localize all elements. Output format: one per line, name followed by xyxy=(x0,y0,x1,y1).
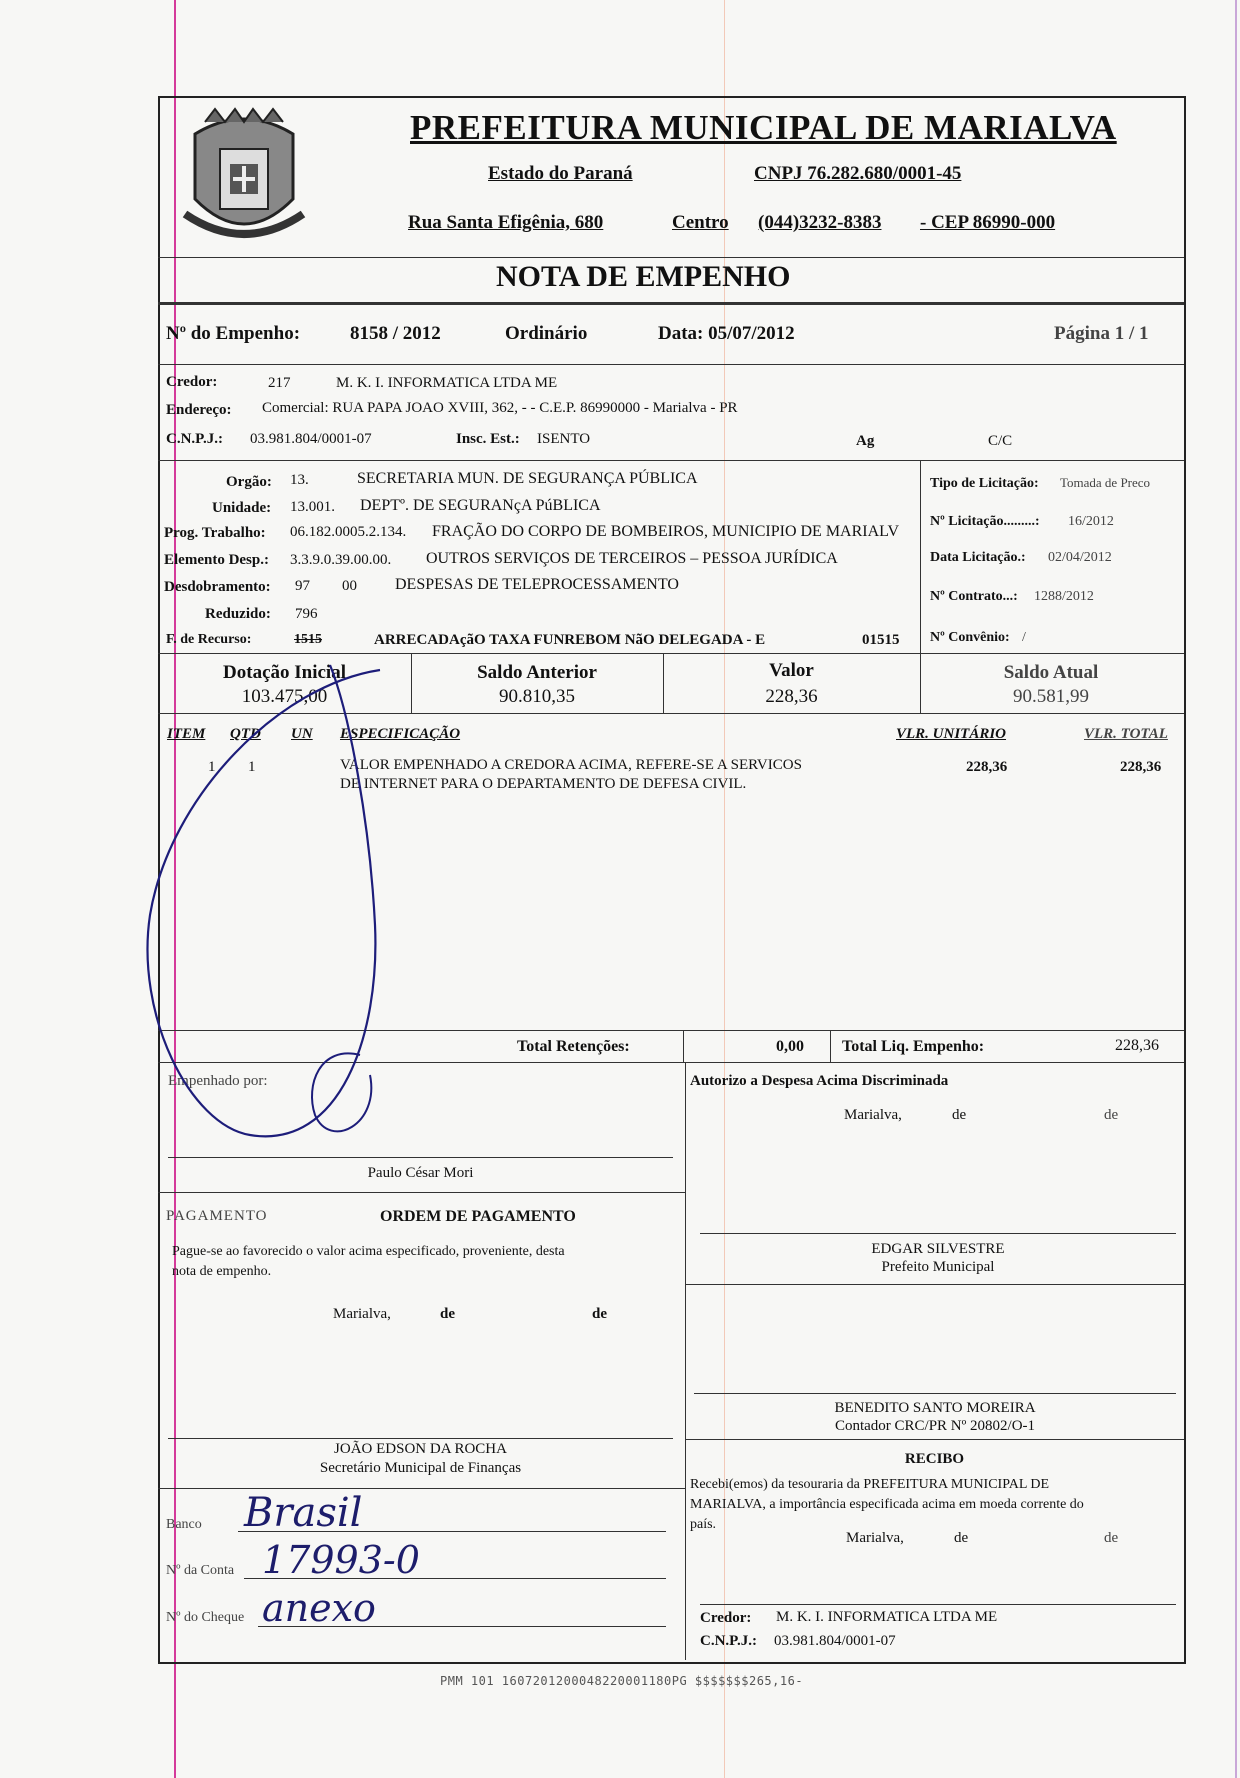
doc-title: NOTA DE EMPENHO xyxy=(496,260,791,293)
conta-label: Nº da Conta xyxy=(166,1563,235,1578)
endereco-value: Comercial: RUA PAPA JOAO XVIII, 362, - - C.E.P. 86990000 - Marialva - PR xyxy=(262,400,738,416)
unidade-value: DEPTº. DE SEGURANçA PúBLICA xyxy=(360,497,601,514)
recibo-cnpj-value: 03.981.804/0001-07 xyxy=(774,1633,896,1649)
insc-value: ISENTO xyxy=(537,431,591,447)
empenhado-name: Paulo César Mori xyxy=(367,1165,474,1181)
header-state: Estado do Paraná xyxy=(488,163,633,184)
header-address: Rua Santa Efigênia, 680 xyxy=(408,212,604,233)
desd-code: 97 xyxy=(295,578,310,594)
contrato-label: Nº Contrato...: xyxy=(930,589,1018,604)
desd-value: DESPESAS DE TELEPROCESSAMENTO xyxy=(395,576,679,593)
secretario-role: Secretário Municipal de Finanças xyxy=(319,1460,522,1476)
signature-line xyxy=(694,1393,1176,1394)
item-unit-value: 228,36 xyxy=(966,759,1008,775)
divider xyxy=(685,1284,1184,1285)
banco-handwritten: Brasil xyxy=(244,1490,363,1536)
cc-label: C/C xyxy=(988,433,1013,449)
fonte-code2: 01515 xyxy=(862,632,900,648)
divider xyxy=(158,653,1184,654)
header-district: Centro xyxy=(672,212,729,233)
header-phone: (044)3232-8383 xyxy=(758,212,882,233)
empenho-date: Data: 05/07/2012 xyxy=(658,323,795,344)
pagamento-de2: de xyxy=(592,1306,607,1322)
unidade-label: Unidade: xyxy=(212,500,272,516)
num-licitacao-value: 16/2012 xyxy=(1068,514,1114,529)
orgao-label: Orgão: xyxy=(226,474,272,490)
pagamento-label: PAGAMENTO xyxy=(166,1208,268,1224)
item-spec-line2: DE INTERNET PARA O DEPARTAMENTO DE DEFESA CIVIL. xyxy=(340,776,747,792)
fonte-value: ARRECADAçãO TAXA FUNREBOM NãO DELEGADA - E xyxy=(374,632,766,648)
unidade-code: 13.001. xyxy=(290,499,335,515)
pagamento-de1: de xyxy=(440,1306,455,1322)
divider xyxy=(920,460,921,653)
recibo-cnpj-label: C.N.P.J.: xyxy=(700,1633,757,1649)
recibo-de1: de xyxy=(954,1530,969,1546)
credor-name: M. K. I. INFORMATICA LTDA ME xyxy=(336,375,558,391)
convenio-value: / xyxy=(1022,630,1026,645)
divider xyxy=(158,1192,685,1193)
total-liq-label: Total Liq. Empenho: xyxy=(842,1038,985,1055)
num-licitacao-label: Nº Licitação.........: xyxy=(930,514,1040,529)
data-licitacao-label: Data Licitação.: xyxy=(930,550,1026,565)
fonte-code: 1515 xyxy=(294,632,322,647)
conta-line xyxy=(244,1578,666,1579)
saldo-atual-label: Saldo Atual xyxy=(1003,662,1099,683)
autorizo-de1: de xyxy=(952,1107,967,1123)
ag-label: Ag xyxy=(856,433,875,449)
empenho-page: Página 1 / 1 xyxy=(1054,323,1149,344)
desd-label: Desdobramento: xyxy=(164,579,271,595)
fonte-label: F. de Recurso: xyxy=(166,632,252,647)
elem-label: Elemento Desp.: xyxy=(164,552,269,568)
tipo-licitacao-value: Tomada de Preco xyxy=(1060,475,1151,490)
divider xyxy=(685,1062,686,1660)
recibo-de2: de xyxy=(1104,1530,1119,1546)
footer-code: PMM 101 1607201200048220001180PG $$$$$$$265,16- xyxy=(440,1674,804,1688)
col-item: ITEM xyxy=(167,726,206,742)
contrato-value: 1288/2012 xyxy=(1034,589,1094,604)
reduzido-value: 796 xyxy=(295,606,318,622)
endereco-label: Endereço: xyxy=(166,402,232,418)
col-especificacao: ESPECIFICAÇÃO xyxy=(340,726,461,742)
total-liq-value: 228,36 xyxy=(1115,1037,1159,1054)
divider xyxy=(158,1488,685,1489)
coat-of-arms-logo xyxy=(175,104,313,254)
prog-label: Prog. Trabalho: xyxy=(164,525,266,541)
dotacao-inicial-label: Dotação Inicial xyxy=(223,662,346,683)
saldo-anterior-label: Saldo Anterior xyxy=(477,662,597,683)
recibo-text-line3: país. xyxy=(690,1517,717,1532)
ordem-pagamento-title: ORDEM DE PAGAMENTO xyxy=(380,1208,576,1225)
recibo-text-line2: MARIALVA, a importância especificada acima em moeda corrente do xyxy=(690,1497,1084,1512)
contador-name: BENEDITO SANTO MOREIRA xyxy=(834,1400,1036,1416)
pagamento-text-line1: Pague-se ao favorecido o valor acima especificado, proveniente, desta xyxy=(172,1244,565,1259)
divider xyxy=(158,460,1184,461)
header-title: PREFEITURA MUNICIPAL DE MARIALVA xyxy=(410,108,1117,147)
contador-role: Contador CRC/PR Nº 20802/O-1 xyxy=(834,1418,1036,1434)
credor-code: 217 xyxy=(268,375,291,391)
item-spec-line1: VALOR EMPENHADO A CREDORA ACIMA, REFERE-SE A SERVICOS xyxy=(340,757,802,773)
empenho-label: Nº do Empenho: xyxy=(166,323,301,344)
saldo-anterior-value: 90.810,35 xyxy=(499,686,575,707)
signature-line xyxy=(168,1438,673,1439)
recibo-title: RECIBO xyxy=(904,1451,965,1467)
orgao-code: 13. xyxy=(290,472,309,488)
prog-value: FRAÇÃO DO CORPO DE BOMBEIROS, MUNICIPIO DE MARIALV xyxy=(432,523,900,540)
recibo-credor-label: Credor: xyxy=(700,1610,752,1626)
divider xyxy=(158,302,1184,305)
credor-cnpj: 03.981.804/0001-07 xyxy=(250,431,372,447)
header-cnpj: CNPJ 76.282.680/0001-45 xyxy=(754,163,962,184)
divider xyxy=(830,1030,831,1062)
conta-handwritten: 17993-0 xyxy=(262,1538,420,1582)
reduzido-label: Reduzido: xyxy=(205,606,271,622)
elem-value: OUTROS SERVIÇOS DE TERCEIROS – PESSOA JURÍDICA xyxy=(426,550,838,567)
pagamento-text-line2: nota de empenho. xyxy=(172,1264,272,1279)
header-cep: - CEP 86990-000 xyxy=(920,212,1056,233)
divider xyxy=(685,1439,1184,1440)
valor-value: 228,36 xyxy=(765,686,818,707)
margin-line-right xyxy=(1235,0,1237,1778)
col-qtd: QTD xyxy=(230,726,261,742)
saldo-atual-value: 90.581,99 xyxy=(1013,686,1089,707)
orgao-value: SECRETARIA MUN. DE SEGURANÇA PÚBLICA xyxy=(357,470,698,487)
handwritten-scribble xyxy=(130,655,510,1175)
credor-cnpj-label: C.N.P.J.: xyxy=(166,431,223,447)
item-qtd: 1 xyxy=(248,759,256,775)
col-vlr-total: VLR. TOTAL xyxy=(1084,726,1168,742)
total-retencoes-label: Total Retenções: xyxy=(517,1038,630,1055)
empenho-number: 8158 / 2012 xyxy=(350,323,441,344)
prefeito-name: EDGAR SILVESTRE xyxy=(871,1241,1005,1257)
cheque-handwritten: anexo xyxy=(262,1586,376,1630)
signature-line xyxy=(700,1604,1176,1605)
desd-code2: 00 xyxy=(342,578,357,594)
dotacao-inicial-value: 103.475,00 xyxy=(241,686,328,707)
tipo-licitacao-label: Tipo de Licitação: xyxy=(930,476,1039,491)
signature-line xyxy=(700,1233,1176,1234)
banco-line xyxy=(238,1531,666,1532)
autorizo-city: Marialva, xyxy=(844,1107,902,1123)
autorizo-de2: de xyxy=(1104,1107,1119,1123)
recibo-city: Marialva, xyxy=(846,1530,904,1546)
prefeito-role: Prefeito Municipal xyxy=(881,1259,995,1275)
divider xyxy=(683,1030,684,1062)
prog-code: 06.182.0005.2.134. xyxy=(290,524,407,540)
banco-label: Banco xyxy=(166,1517,202,1532)
recibo-text-line1: Recebi(emos) da tesouraria da PREFEITURA MUNICIPAL DE xyxy=(690,1477,1050,1492)
cheque-line xyxy=(258,1626,666,1627)
empenho-type: Ordinário xyxy=(505,323,588,344)
secretario-name: JOÃO EDSON DA ROCHA xyxy=(334,1441,507,1457)
divider xyxy=(158,364,1184,365)
data-licitacao-value: 02/04/2012 xyxy=(1048,550,1112,565)
cheque-label: Nº do Cheque xyxy=(166,1610,245,1625)
total-retencoes-value: 0,00 xyxy=(776,1038,804,1055)
col-un: UN xyxy=(291,726,313,742)
elem-code: 3.3.9.0.39.00.00. xyxy=(290,552,392,568)
insc-label: Insc. Est.: xyxy=(456,431,520,447)
col-vlr-unitario: VLR. UNITÁRIO xyxy=(896,726,1007,742)
credor-label: Credor: xyxy=(166,374,218,390)
pagamento-city: Marialva, xyxy=(333,1306,391,1322)
item-total-value: 228,36 xyxy=(1120,759,1162,775)
autorizo-label: Autorizo a Despesa Acima Discriminada xyxy=(690,1073,949,1089)
recibo-credor-value: M. K. I. INFORMATICA LTDA ME xyxy=(776,1609,998,1625)
empenhado-label: Empenhado por: xyxy=(168,1073,268,1089)
divider xyxy=(158,257,1184,258)
valor-label: Valor xyxy=(769,660,814,681)
item-number: 1 xyxy=(208,759,216,775)
convenio-label: Nº Convênio: xyxy=(930,630,1010,645)
